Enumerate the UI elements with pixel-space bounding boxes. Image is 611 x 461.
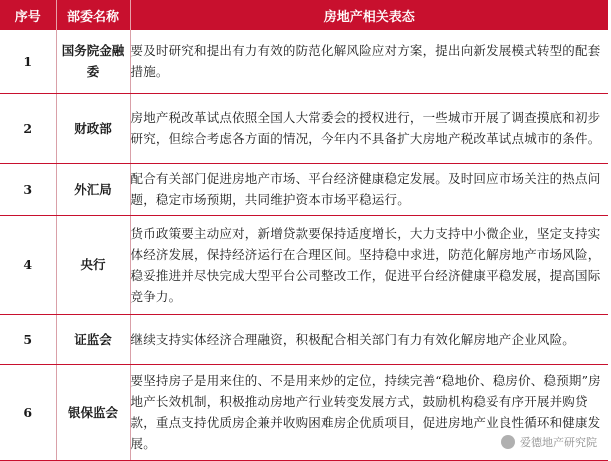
watermark-logo-icon — [501, 435, 515, 449]
row-num: 3 — [0, 163, 56, 215]
watermark-text: 爱德地产研究院 — [520, 436, 597, 449]
row-dept: 财政部 — [56, 93, 130, 163]
row-dept: 证监会 — [56, 314, 130, 364]
header-num: 序号 — [0, 0, 56, 30]
row-dept: 外汇局 — [56, 163, 130, 215]
row-dept: 国务院金融委 — [56, 30, 130, 93]
row-stance: 继续支持实体经济合理融资，积极配合相关部门有力有效化解房地产企业风险。 — [130, 314, 608, 364]
header-dept: 部委名称 — [56, 0, 130, 30]
row-stance: 配合有关部门促进房地产市场、平台经济健康稳定发展。及时回应市场关注的热点问题，稳定市场预期，共同维护资本市场平稳运行。 — [130, 163, 608, 215]
row-stance: 要坚持房子是用来住的、不是用来炒的定位，持续完善“稳地价、稳房价、稳预期”房地产长效机制，积极推动房地产行业转变发展方式，鼓励机构稳妥有序开展并购贷款，重点支持优质房企兼并收购困难房企优质项目，促进房地产业良性循环和健康发展。 — [130, 364, 608, 460]
watermark — [501, 434, 597, 450]
table-header-row — [0, 0, 608, 30]
row-dept: 银保监会 — [56, 364, 130, 460]
table-row — [0, 30, 608, 93]
table-row — [0, 93, 608, 163]
table-row — [0, 215, 608, 314]
row-stance: 要及时研究和提出有力有效的防范化解风险应对方案，提出向新发展模式转型的配套措施。 — [130, 30, 608, 93]
row-num: 5 — [0, 314, 56, 364]
row-num: 1 — [0, 30, 56, 93]
row-num: 6 — [0, 364, 56, 460]
row-num: 2 — [0, 93, 56, 163]
row-dept: 央行 — [56, 215, 130, 314]
row-stance: 房地产税改革试点依照全国人大常委会的授权进行，一些城市开展了调查摸底和初步研究，但综合考虑各方面的情况，今年内不具备扩大房地产税改革试点城市的条件。 — [130, 93, 608, 163]
row-num: 4 — [0, 215, 56, 314]
table-row — [0, 163, 608, 215]
header-stance: 房地产相关表态 — [130, 0, 608, 30]
table-row — [0, 314, 608, 364]
row-stance: 货币政策要主动应对，新增贷款要保持适度增长，大力支持中小微企业，坚定支持实体经济发展，保持经济运行在合理区间。坚持稳中求进，防范化解房地产市场风险，稳妥推进并尽快完成大型平台公司整改工作，促进平台经济健康平稳发展，提高国际竞争力。 — [130, 215, 608, 314]
